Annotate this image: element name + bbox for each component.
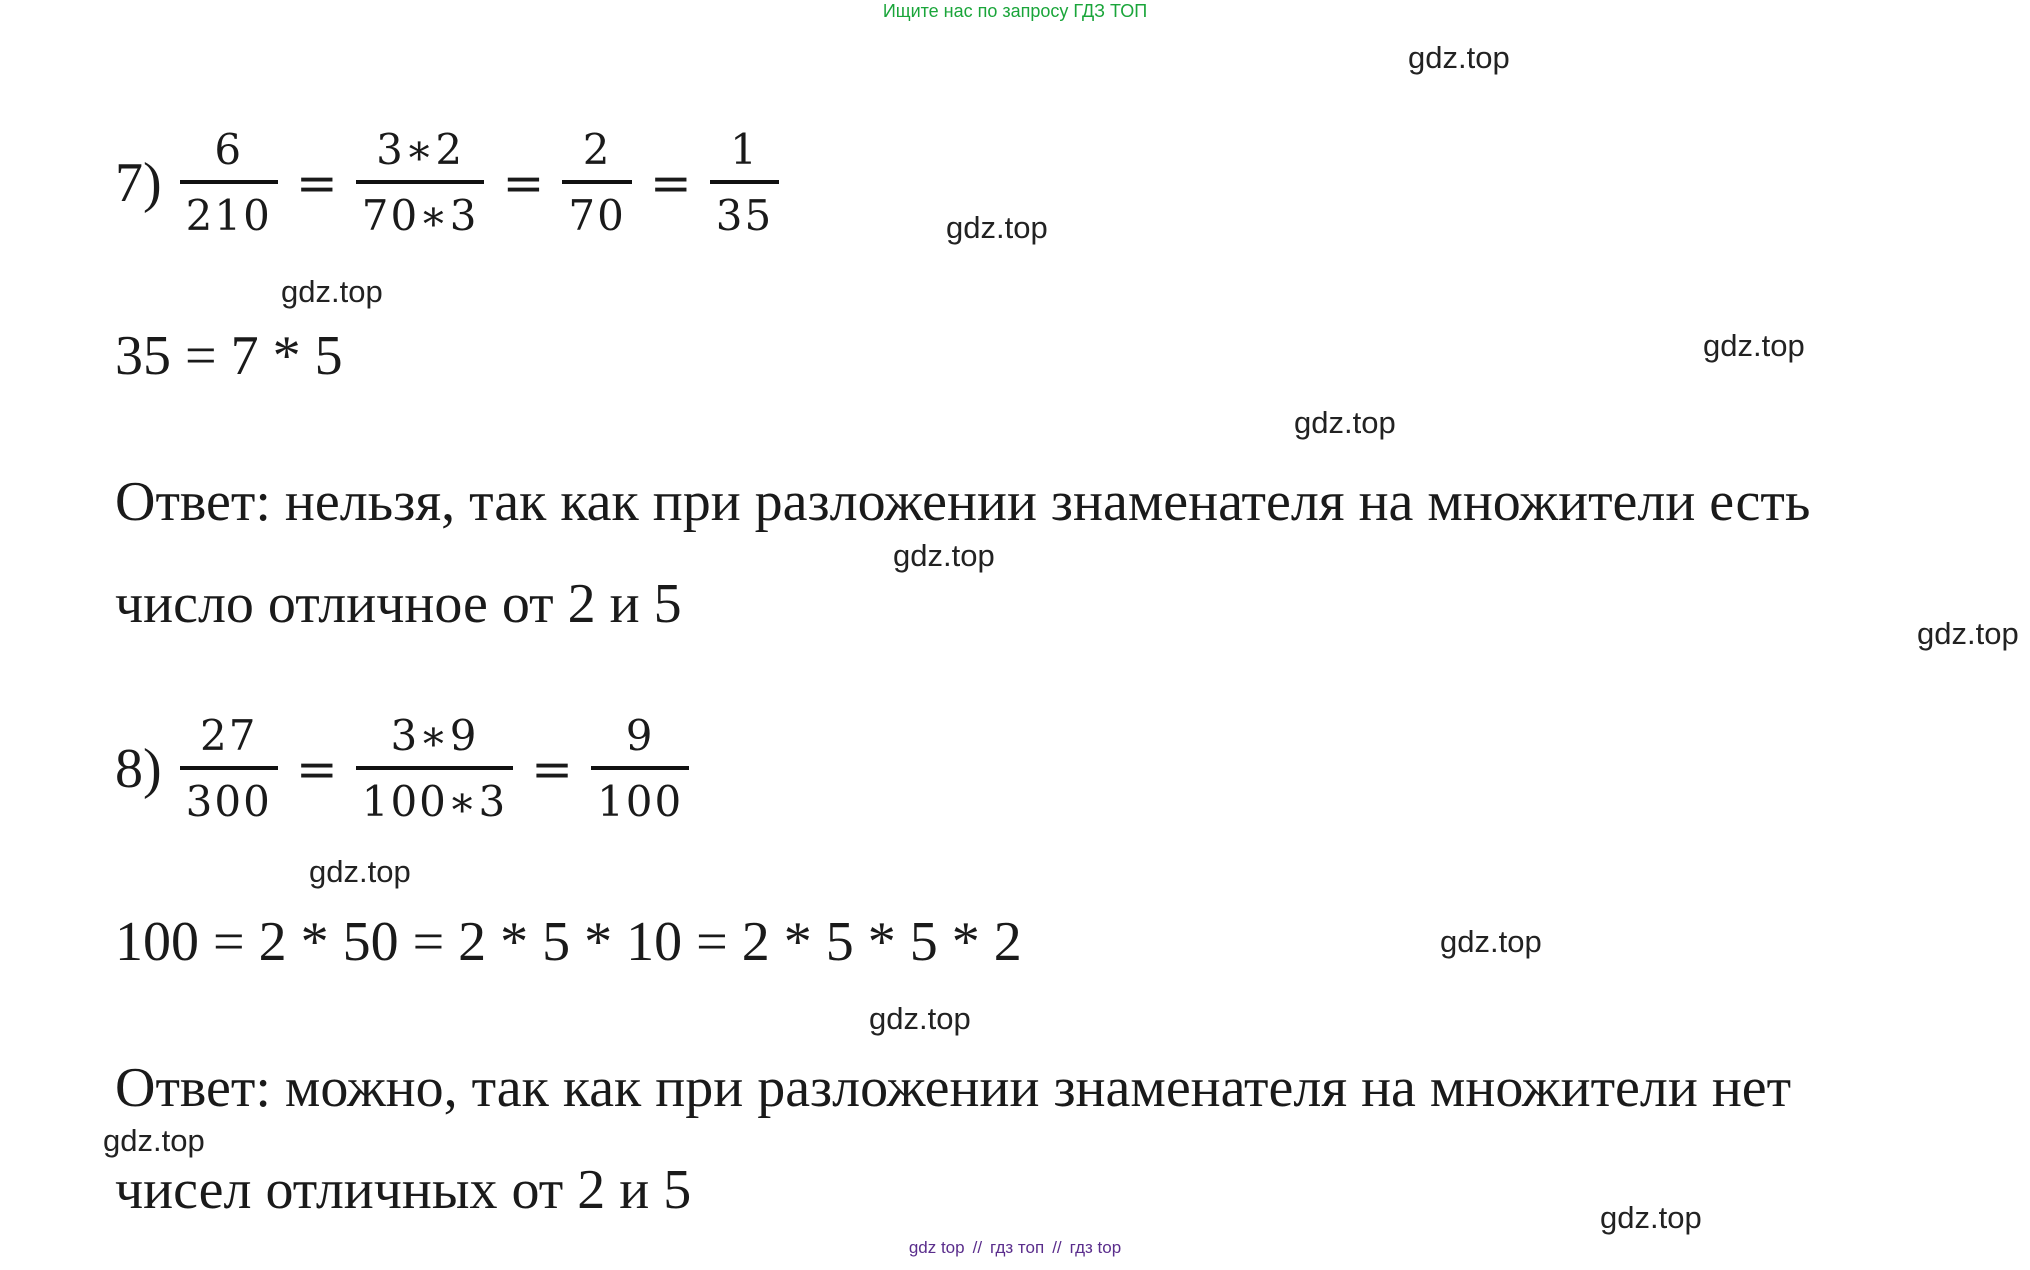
denominator: 35 [715, 191, 774, 241]
denominator: 70 [568, 191, 626, 241]
fraction-bar [180, 766, 278, 770]
fraction-bar [591, 766, 689, 770]
watermark: gdz.top [1408, 40, 1510, 75]
fraction [710, 125, 779, 241]
footer-separator: // [1052, 1238, 1062, 1257]
problem-8-label: 8) [115, 738, 162, 801]
equals-sign: = [649, 154, 692, 213]
top-banner: Ищите нас по запросу ГДЗ ТОП [882, 1, 1148, 21]
fraction [562, 125, 631, 241]
problem-7-label: 7) [115, 152, 162, 215]
footer-banner [0, 1238, 2030, 1258]
numerator: 27 [200, 711, 258, 760]
denominator: 100∗3 [361, 777, 508, 827]
footer-separator: // [972, 1238, 983, 1257]
problem-8-answer-line-1: Ответ: можно, так как при разложении знаменателя на множители нет [115, 1057, 1792, 1119]
equals-sign: = [502, 154, 545, 213]
fraction-bar [356, 766, 513, 770]
denominator: 210 [185, 191, 272, 241]
fraction [356, 125, 485, 241]
fraction [180, 125, 278, 241]
problem-8-factorization: 100 = 2 * 50 = 2 * 5 * 10 = 2 * 5 * 5 * 2 [115, 911, 1022, 973]
denominator: 300 [185, 777, 272, 827]
fraction [591, 711, 689, 827]
equals-sign: = [295, 740, 338, 799]
denominator: 100 [597, 777, 684, 827]
fraction-bar [180, 180, 278, 184]
watermark: gdz.top [946, 210, 1048, 245]
numerator: 1 [730, 125, 759, 174]
problem-7-answer-line-1: Ответ: нельзя, так как при разложении знаменателя на множители есть [115, 471, 1811, 533]
watermark: gdz.top [893, 538, 995, 573]
fraction [356, 711, 513, 827]
denominator: 70∗3 [361, 191, 479, 241]
fraction-bar [562, 180, 631, 184]
numerator: 2 [582, 125, 612, 174]
problem-8-answer-line-2: чисел отличных от 2 и 5 [115, 1159, 692, 1221]
fraction-bar [356, 180, 485, 184]
watermark: gdz.top [1917, 616, 2019, 651]
numerator: 9 [625, 711, 655, 760]
watermark: gdz.top [309, 854, 411, 889]
problem-8-equation [115, 711, 693, 827]
fraction [180, 711, 278, 827]
watermark: gdz.top [1703, 328, 1805, 363]
equals-sign: = [531, 740, 574, 799]
watermark: gdz.top [869, 1001, 971, 1036]
equals-sign: = [295, 154, 338, 213]
watermark: gdz.top [1440, 924, 1542, 959]
footer-text: гдз top [1069, 1238, 1122, 1257]
fraction-bar [710, 180, 779, 184]
footer-text: gdz top [908, 1238, 965, 1257]
numerator: 3∗2 [376, 125, 465, 174]
problem-7-factorization: 35 = 7 * 5 [115, 325, 343, 387]
footer-text: гдз топ [990, 1238, 1045, 1257]
watermark: gdz.top [281, 274, 383, 309]
problem-7-equation [115, 125, 783, 241]
watermark: gdz.top [1600, 1200, 1702, 1235]
problem-7-answer-line-2: число отличное от 2 и 5 [115, 573, 682, 635]
watermark: gdz.top [1294, 405, 1396, 440]
numerator: 3∗9 [390, 711, 479, 760]
watermark: gdz.top [103, 1123, 205, 1158]
numerator: 6 [214, 125, 244, 174]
